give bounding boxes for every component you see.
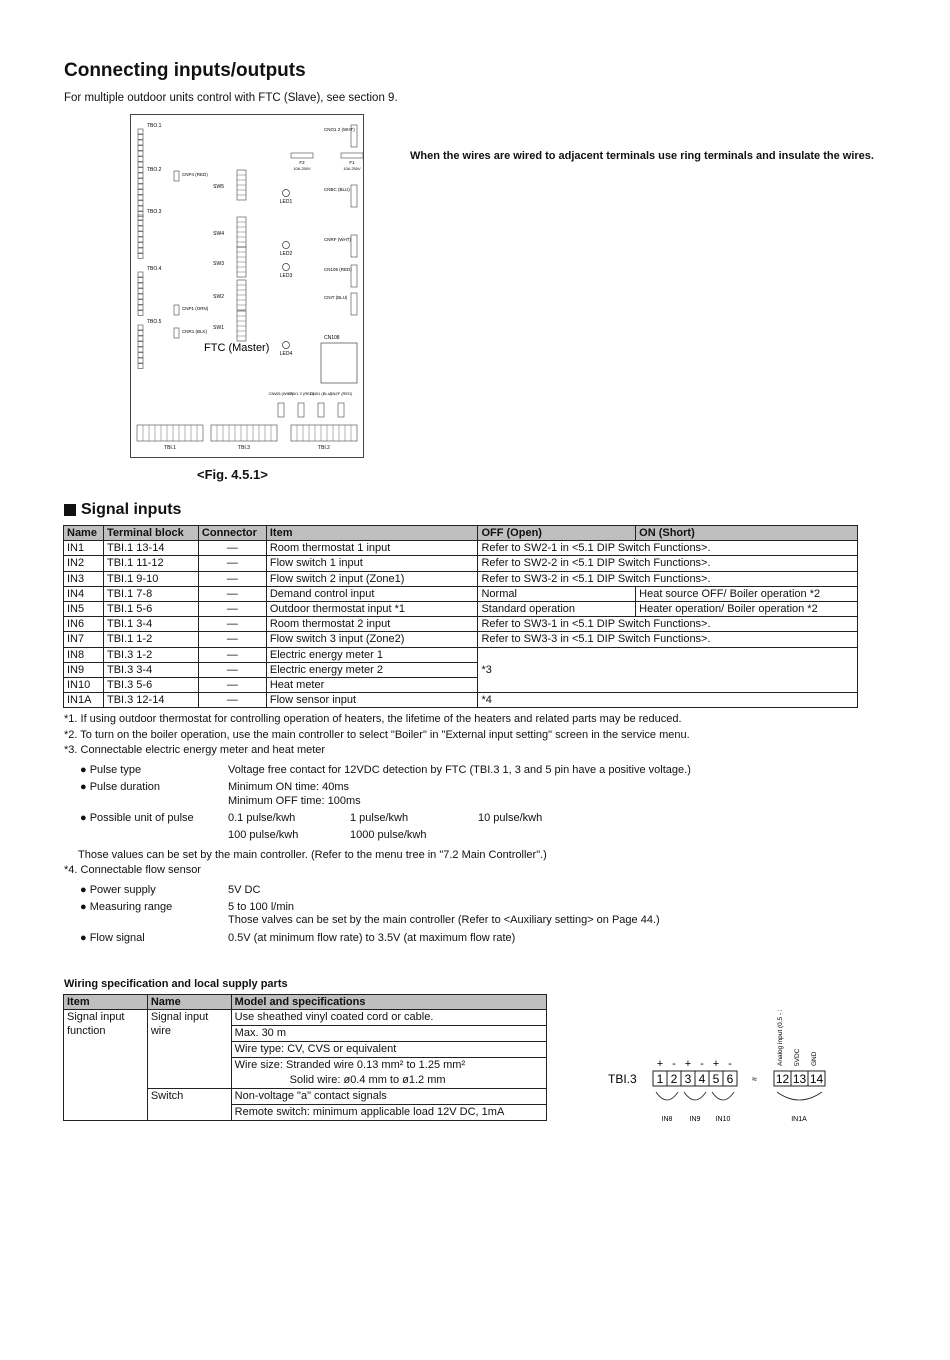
board-tb-label: TBO.3: [147, 209, 162, 215]
board-terminal-pin: [138, 173, 143, 178]
cell: Electric energy meter 2: [266, 662, 478, 677]
col-off: OFF (Open): [478, 526, 636, 541]
tb-terminal-number: 13: [792, 1072, 807, 1086]
board-terminal-pin: [138, 195, 143, 200]
intro-text: For multiple outdoor units control with FTC (Slave), see section 9.: [64, 92, 398, 104]
board-terminal-pin: [138, 243, 143, 248]
board-led-label: LED2: [279, 251, 293, 257]
cell: IN9: [64, 662, 104, 677]
tb-group-bracket: [684, 1092, 706, 1100]
cell: —: [198, 601, 266, 616]
cell: IN1: [64, 541, 104, 556]
tb-group-label: IN9: [689, 1116, 701, 1123]
table-row: [64, 617, 858, 632]
board-tb-bottom-label: TBI.3: [238, 445, 250, 451]
cell-switch-name: Switch: [147, 1089, 231, 1121]
board-connector: [351, 185, 357, 207]
spec-line: Max. 30 m: [232, 1026, 546, 1042]
col-item: Item: [64, 995, 148, 1010]
tb-group-label: IN8: [661, 1116, 673, 1123]
cell: Standard operation: [478, 601, 636, 616]
board-connector: [174, 305, 179, 315]
board-switch-label: SW5: [213, 184, 224, 190]
board-terminal-pin: [138, 353, 143, 358]
board-connector-label: CNP4 (RED): [182, 172, 208, 177]
table-row: [64, 693, 858, 708]
board-terminal-pin: [138, 254, 143, 259]
cell: TBI.1 7-8: [103, 586, 198, 601]
spec-line: Use sheathed vinyl coated cord or cable.: [232, 1010, 546, 1026]
board-terminal-pin: [138, 342, 143, 347]
board-connector-label: CNV1 2 (RED): [287, 391, 315, 396]
wiring-table: [63, 994, 547, 1121]
cell: TBI.3 1-2: [103, 647, 198, 662]
board-connector-label: CN105 (RED): [324, 267, 352, 272]
table-row: [64, 556, 858, 571]
table-header-row: [64, 995, 547, 1010]
tb-break-icon: ≈: [752, 1074, 757, 1084]
pulse-unit-label: ● Possible unit of pulse: [80, 812, 194, 824]
board-led-icon: [283, 242, 290, 249]
board-terminal-block: [291, 425, 357, 441]
board-terminal-pin: [138, 212, 143, 217]
cell-wire-name: Signal input wire: [147, 1010, 231, 1089]
note-3-footer: Those values can be set by the main controller. (Refer to the menu tree in "7.2 Main Controller".): [78, 849, 547, 861]
pulse-unit-0: 0.1 pulse/kwh: [228, 812, 296, 824]
cell: —: [198, 632, 266, 647]
tb-top-label: GND: [811, 1051, 818, 1066]
tb-polarity: +: [712, 1058, 720, 1070]
spec-line: Solid wire: ø0.4 mm to ø1.2 mm: [289, 1074, 446, 1087]
heading-square-icon: [64, 504, 76, 516]
col-model: Model and specifications: [231, 995, 546, 1010]
cell: TBI.1 1-2: [103, 632, 198, 647]
tb-terminal-number: 3: [684, 1072, 692, 1086]
pulse-duration-on: Minimum ON time: 40ms: [228, 781, 350, 793]
cell: *3: [478, 647, 858, 693]
table-row: [64, 571, 858, 586]
board-terminal-pin: [138, 364, 143, 369]
spec-line: Non-voltage "a" contact signals: [232, 1089, 546, 1105]
board-terminal-pin: [138, 221, 143, 226]
cell: Normal: [478, 586, 636, 601]
power-supply-value: 5V DC: [228, 884, 261, 896]
board-connector-label: CNP1 (ORN): [182, 306, 209, 311]
signal-inputs-heading: [64, 501, 181, 519]
board-terminal-pin: [138, 168, 143, 173]
tb-terminal-number: 4: [698, 1072, 706, 1086]
tb-terminal-number: 2: [670, 1072, 678, 1086]
figure-caption: <Fig. 4.5.1>: [197, 467, 268, 482]
board-terminal-pin: [138, 157, 143, 162]
board-terminal-pin: [138, 232, 143, 237]
board-fuse-rating: 10A 250V: [343, 166, 361, 171]
tb-terminal-number: 14: [809, 1072, 824, 1086]
measuring-range-value: 5 to 100 l/min: [228, 901, 295, 913]
tb-group-label: IN10: [715, 1116, 731, 1123]
board-fuse-rating: 10A 250V: [293, 166, 311, 171]
pulse-type-label: ● Pulse type: [80, 764, 142, 776]
cell: Outdoor thermostat input *1: [266, 601, 478, 616]
board-connector-label: CN2F (RED): [329, 391, 353, 396]
cell: Demand control input: [266, 586, 478, 601]
spec-line: Wire size: Stranded wire 0.13 mm² to 1.25 mm²: [234, 1059, 466, 1072]
board-connector: [318, 403, 324, 417]
cell: Refer to SW2-1 in <5.1 DIP Switch Functions>.: [478, 541, 858, 556]
board-connector: [351, 235, 357, 257]
signal-inputs-heading-text: Signal inputs: [81, 501, 182, 518]
cell: TBI.1 3-4: [103, 617, 198, 632]
board-terminal-pin: [138, 179, 143, 184]
col-name: Name: [147, 995, 231, 1010]
note-1: *1. If using outdoor thermostat for controlling operation of heaters, the lifetime of the heaters and related parts may be reduced.: [64, 713, 682, 725]
board-terminal-pin: [138, 331, 143, 336]
cell: IN5: [64, 601, 104, 616]
tb-polarity: -: [728, 1058, 732, 1070]
tb-group-bracket: [712, 1092, 734, 1100]
cell: —: [198, 556, 266, 571]
board-led-label: LED4: [279, 351, 293, 357]
cell: TBI.1 11-12: [103, 556, 198, 571]
board-tb-label: TBO.1: [147, 123, 162, 129]
board-tb-bottom-label: TBI.2: [318, 445, 330, 451]
board-connector-label: CN01 (BLU): [310, 391, 332, 396]
tb-group-bracket: [656, 1092, 678, 1100]
cell-item: Signal input function: [64, 1010, 148, 1121]
spec-line: Wire type: CV, CVS or equivalent: [232, 1042, 546, 1058]
cell: Heat source OFF/ Boiler operation *2: [636, 586, 858, 601]
wire-note: When the wires are wired to adjacent terminals use ring terminals and insulate the wires.: [410, 150, 874, 162]
pulse-duration-label: ● Pulse duration: [80, 781, 161, 793]
cell: Flow sensor input: [266, 693, 478, 708]
board-switch-label: SW1: [213, 325, 224, 331]
tb-top-label: Analog input (0.5 - 3.5V): [777, 1010, 784, 1066]
cell: TBI.1 13-14: [103, 541, 198, 556]
pulse-duration-off: Minimum OFF time: 100ms: [228, 795, 361, 807]
cell: Heat meter: [266, 677, 478, 692]
pulse-unit-2: 10 pulse/kwh: [478, 812, 543, 824]
note-4: *4. Connectable flow sensor: [64, 864, 201, 876]
cell: TBI.3 12-14: [103, 693, 198, 708]
tb-polarity: +: [684, 1058, 692, 1070]
board-terminal-pin: [138, 325, 143, 330]
board-terminal-pin: [138, 206, 143, 211]
board-connector-label: CNBC (BLU): [324, 187, 350, 192]
board-terminal-pin: [138, 162, 143, 167]
board-terminal-pin: [138, 135, 143, 140]
board-fuse-icon: [291, 153, 313, 158]
cell: IN1A: [64, 693, 104, 708]
tb-polarity: +: [656, 1058, 664, 1070]
cell: Heater operation/ Boiler operation *2: [636, 601, 858, 616]
board-cn108-label: CN108: [324, 335, 340, 341]
cell: —: [198, 571, 266, 586]
board-terminal-pin: [138, 248, 143, 253]
board-terminal-pin: [138, 237, 143, 242]
cell: —: [198, 677, 266, 692]
board-cn108-block: [321, 343, 357, 383]
board-terminal-pin: [138, 184, 143, 189]
board-led-label: LED3: [279, 273, 293, 279]
cell: TBI.1 5-6: [103, 601, 198, 616]
board-connector: [174, 328, 179, 338]
board-connector-label: CNW5 (WHT): [268, 391, 294, 396]
board-tb-bottom-label: TBI.1: [164, 445, 176, 451]
board-terminal-pin: [138, 151, 143, 156]
flow-signal-label: ● Flow signal: [80, 932, 145, 944]
board-terminal-pin: [138, 300, 143, 305]
board-connector: [351, 265, 357, 287]
tb-polarity: -: [700, 1058, 704, 1070]
board-terminal-pin: [138, 289, 143, 294]
board-terminal-pin: [138, 305, 143, 310]
pulse-type-value: Voltage free contact for 12VDC detection by FTC (TBI.3 1, 3 and 5 pin have a positive voltage.): [228, 764, 691, 776]
cell: IN7: [64, 632, 104, 647]
board-terminal-pin: [138, 278, 143, 283]
pulse-unit-3: 100 pulse/kwh: [228, 829, 299, 841]
tb-top-label: 5VDC: [794, 1048, 801, 1066]
tb-terminal-number: 12: [775, 1072, 790, 1086]
cell: IN8: [64, 647, 104, 662]
board-tb-label: TBO.4: [147, 266, 162, 272]
board-connector: [278, 403, 284, 417]
board-connector-label: CNRF (WHT): [324, 237, 351, 242]
table-row: [64, 1010, 547, 1089]
board-tb-label: TBO.5: [147, 319, 162, 325]
flow-signal-value: 0.5V (at minimum flow rate) to 3.5V (at maximum flow rate): [228, 932, 516, 944]
cell: Room thermostat 1 input: [266, 541, 478, 556]
board-fuse-label: F1: [349, 160, 355, 165]
col-item: Item: [266, 526, 478, 541]
cell: Room thermostat 2 input: [266, 617, 478, 632]
board-switch-label: SW2: [213, 294, 224, 300]
board-terminal-block: [211, 425, 277, 441]
tb-group-label: IN1A: [791, 1116, 807, 1123]
board-terminal-pin: [138, 358, 143, 363]
cell: —: [198, 541, 266, 556]
table-row: [64, 632, 858, 647]
col-name: Name: [64, 526, 104, 541]
tb-group-bracket: [777, 1092, 822, 1100]
tb-polarity: -: [672, 1058, 676, 1070]
table-row: [64, 647, 858, 662]
board-switch-label: SW4: [213, 231, 224, 237]
cell: —: [198, 586, 266, 601]
signal-inputs-table: [63, 525, 858, 708]
board-led-icon: [283, 342, 290, 349]
board-ftc-label: FTC (Master): [204, 342, 270, 354]
power-supply-label: ● Power supply: [80, 884, 156, 896]
board-terminal-pin: [138, 336, 143, 341]
board-led-icon: [283, 190, 290, 197]
col-terminal: Terminal block: [103, 526, 198, 541]
cell: Refer to SW3-3 in <5.1 DIP Switch Functions>.: [478, 632, 858, 647]
tb-terminal-number: 5: [712, 1072, 720, 1086]
board-terminal-pin: [138, 283, 143, 288]
pulse-unit-4: 1000 pulse/kwh: [350, 829, 427, 841]
board-switch-label: SW3: [213, 261, 224, 267]
cell: —: [198, 662, 266, 677]
cell: Refer to SW2-2 in <5.1 DIP Switch Functions>.: [478, 556, 858, 571]
cell: —: [198, 647, 266, 662]
cell: Flow switch 3 input (Zone2): [266, 632, 478, 647]
board-tb-label: TBO.2: [147, 167, 162, 173]
cell: Flow switch 1 input: [266, 556, 478, 571]
cell: IN6: [64, 617, 104, 632]
board-connector-label: CNIT (BLU): [324, 295, 348, 300]
tb-terminal-number: 1: [656, 1072, 664, 1086]
note-3: *3. Connectable electric energy meter and heat meter: [64, 744, 326, 756]
board-connector: [174, 171, 179, 181]
board-terminal-pin: [138, 129, 143, 134]
board-connector: [298, 403, 304, 417]
tb-terminal-number: 6: [726, 1072, 734, 1086]
board-terminal-pin: [138, 140, 143, 145]
board-connector-label: CNO1 2 (WHT): [324, 127, 355, 132]
board-terminal-pin: [138, 201, 143, 206]
cell: IN4: [64, 586, 104, 601]
cell-switch-specs: [231, 1089, 546, 1121]
board-connector-label: CNR1 (BLK): [182, 329, 208, 334]
cell: Refer to SW3-1 in <5.1 DIP Switch Functions>.: [478, 617, 858, 632]
board-connector: [351, 293, 357, 315]
cell: IN2: [64, 556, 104, 571]
cell-wire-specs: [231, 1010, 546, 1089]
cell: TBI.3 3-4: [103, 662, 198, 677]
cell: TBI.1 9-10: [103, 571, 198, 586]
board-terminal-pin: [138, 272, 143, 277]
spec-line: Remote switch: minimum applicable load 12V DC, 1mA: [234, 1106, 505, 1119]
cell: —: [198, 617, 266, 632]
board-terminal-pin: [138, 311, 143, 316]
cell: IN3: [64, 571, 104, 586]
table-row: [64, 541, 858, 556]
board-terminal-pin: [138, 226, 143, 231]
board-fuse-icon: [341, 153, 363, 158]
pulse-unit-1: 1 pulse/kwh: [350, 812, 409, 824]
cell: *4: [478, 693, 858, 708]
tbi3-terminal-diagram: [600, 1010, 840, 1130]
cell: IN10: [64, 677, 104, 692]
board-terminal-pin: [138, 215, 143, 220]
measuring-range-note: Those valves can be set by the main controller (Refer to <Auxiliary setting> on Page 44.): [228, 914, 660, 926]
ftc-board-diagram: [130, 114, 364, 458]
cell: Refer to SW3-2 in <5.1 DIP Switch Functions>.: [478, 571, 858, 586]
col-on: ON (Short): [636, 526, 858, 541]
table-row: [64, 586, 858, 601]
board-terminal-block: [137, 425, 203, 441]
table-header-row: [64, 526, 858, 541]
col-connector: Connector: [198, 526, 266, 541]
table-row: [64, 601, 858, 616]
cell: Flow switch 2 input (Zone1): [266, 571, 478, 586]
board-terminal-pin: [138, 347, 143, 352]
measuring-range-label: ● Measuring range: [80, 901, 173, 913]
wiring-title: Wiring specification and local supply parts: [64, 978, 288, 990]
board-led-icon: [283, 264, 290, 271]
cell: Electric energy meter 1: [266, 647, 478, 662]
board-led-label: LED1: [279, 199, 293, 205]
board-terminal-pin: [138, 146, 143, 151]
board-connector: [338, 403, 344, 417]
board-terminal-pin: [138, 190, 143, 195]
page-title: Connecting inputs/outputs: [64, 60, 306, 81]
board-fuse-label: F2: [299, 160, 305, 165]
note-2: *2. To turn on the boiler operation, use the main controller to select "Boiler" in "External input setting" screen in the service menu.: [64, 729, 690, 741]
cell: TBI.3 5-6: [103, 677, 198, 692]
cell: —: [198, 693, 266, 708]
board-terminal-pin: [138, 294, 143, 299]
tb-label: TBI.3: [608, 1072, 637, 1086]
